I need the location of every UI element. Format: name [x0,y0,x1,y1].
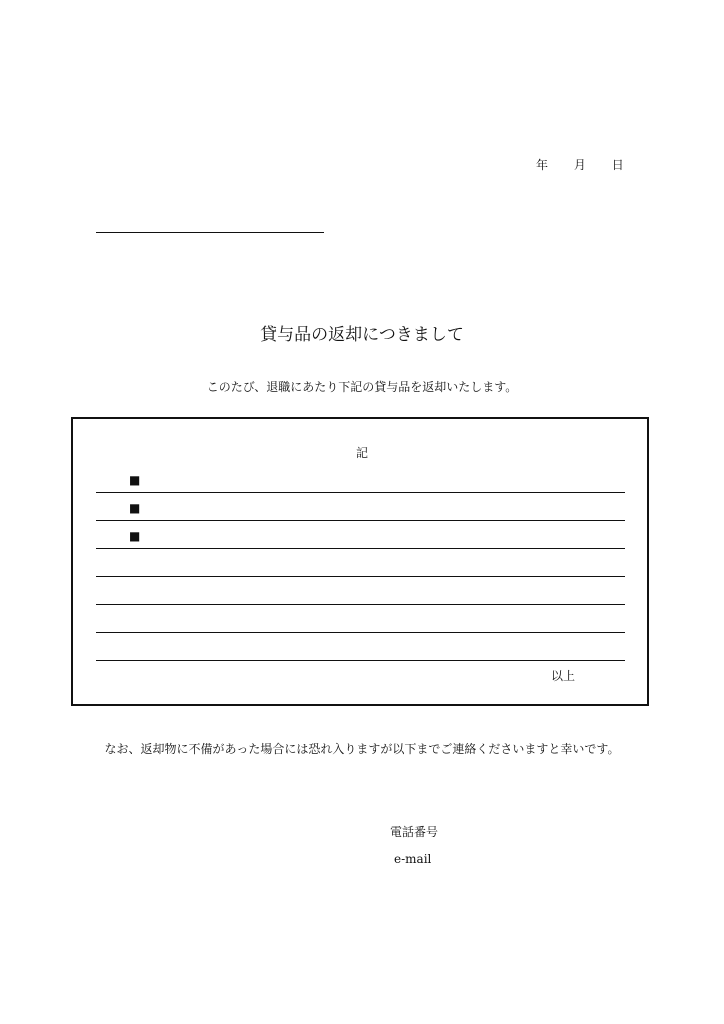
item-bullet-2: ■ [129,501,141,515]
item-rule-4 [96,576,625,577]
item-rule-6 [96,632,625,633]
email-label: e-mail [394,852,432,866]
phone-label: 電話番号 [390,825,439,839]
date-year: 年 [536,158,549,172]
item-bullet-1: ■ [129,473,141,487]
item-rule-3 [96,548,625,549]
item-rule-5 [96,604,625,605]
item-rule-2 [96,520,625,521]
closing-ijou: 以上 [551,669,576,683]
date-day: 日 [611,158,624,172]
date-month: 月 [573,158,586,172]
intro-text: このたび、退職にあたり下記の貸与品を返却いたします。 [206,380,518,394]
document-title: 貸与品の返却につきまして [260,325,464,345]
ki-heading: 記 [355,446,368,460]
item-bullet-3: ■ [129,529,141,543]
date-line [536,156,624,173]
note-text: なお、返却物に不備があった場合には恐れ入りますが以下までご連絡くださいますと幸いです。 [104,742,620,756]
item-rule-1 [96,492,625,493]
item-rule-7 [96,660,625,661]
recipient-name-line [96,232,324,233]
